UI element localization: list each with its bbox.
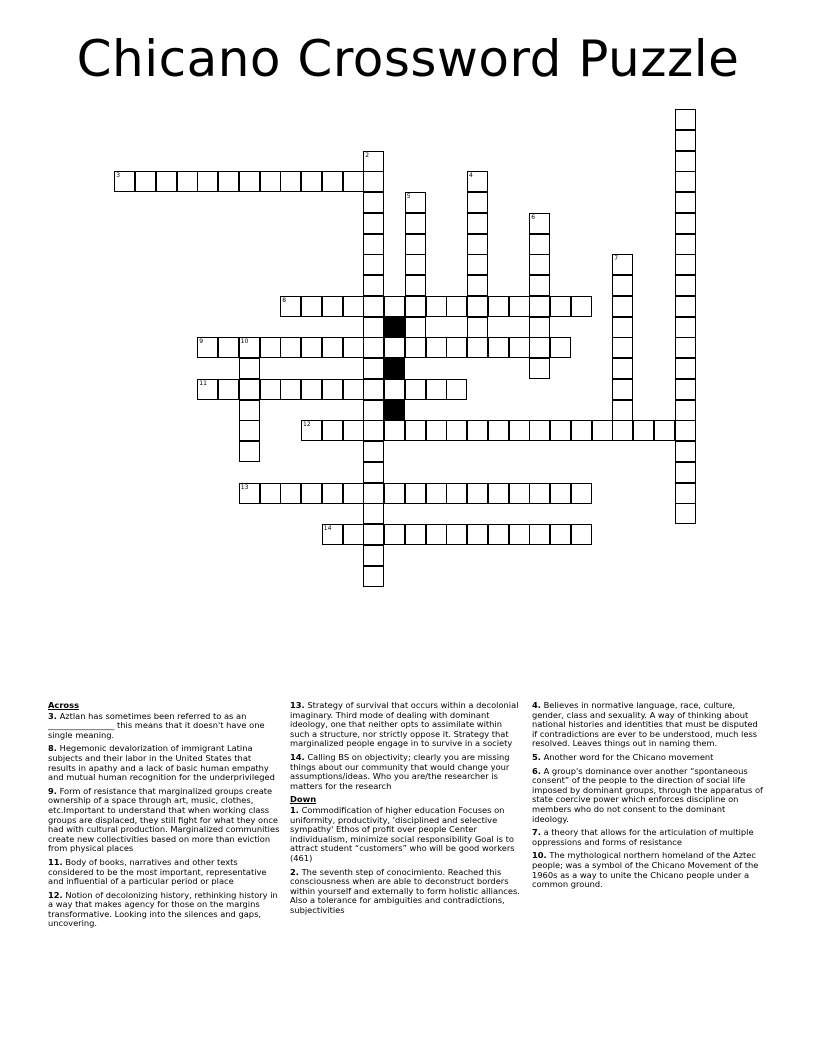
grid-cell[interactable]: [260, 171, 281, 192]
grid-cell[interactable]: [301, 337, 322, 358]
grid-cell[interactable]: [343, 524, 364, 545]
grid-cell[interactable]: [488, 420, 509, 441]
grid-cell[interactable]: [384, 379, 405, 400]
grid-cell[interactable]: [446, 379, 467, 400]
grid-cell[interactable]: [675, 462, 696, 483]
grid-cell[interactable]: [675, 234, 696, 255]
clue-down-4: [532, 701, 764, 749]
grid-cell[interactable]: [322, 524, 343, 545]
grid-cell[interactable]: [343, 483, 364, 504]
clue-number-label: 5: [406, 193, 411, 200]
grid-cell[interactable]: [467, 192, 488, 213]
grid-cell[interactable]: [509, 337, 530, 358]
grid-cell[interactable]: [384, 483, 405, 504]
grid-cell[interactable]: [239, 337, 260, 358]
grid-cell[interactable]: [405, 213, 426, 234]
grid-cell[interactable]: [363, 379, 384, 400]
grid-cell[interactable]: [405, 296, 426, 317]
grid-black-cell: [384, 400, 405, 421]
grid-cell[interactable]: [529, 234, 550, 255]
clue-number-label: 3: [116, 172, 121, 180]
clue-text: Commodification of higher education Focuses on uniformity, productivity, 'disciplined and selective sympathy' Ethos of profit over people Center individualism, minimize social responsibility Goal is to attract student “customers” who will be good workers (461): [290, 804, 515, 863]
grid-cell[interactable]: [322, 379, 343, 400]
grid-cell[interactable]: [280, 171, 301, 192]
grid-cell[interactable]: [509, 296, 530, 317]
grid-cell[interactable]: [405, 275, 426, 296]
grid-cell[interactable]: [550, 420, 571, 441]
grid-cell[interactable]: [239, 358, 260, 379]
grid-cell[interactable]: [322, 337, 343, 358]
grid-cell[interactable]: [343, 337, 364, 358]
grid-cell[interactable]: [675, 130, 696, 151]
grid-cell[interactable]: [675, 483, 696, 504]
grid-cell[interactable]: [571, 420, 592, 441]
grid-cell[interactable]: [571, 483, 592, 504]
grid-cell[interactable]: [571, 296, 592, 317]
grid-cell[interactable]: [363, 566, 384, 587]
grid-cell[interactable]: [197, 379, 218, 400]
grid-cell[interactable]: [426, 296, 447, 317]
clue-text: Hegemonic devalorization of immigrant Latina subjects and their labor in the United States that results in apathy and a lack of basic human empathy and mutual human recognition for the underprivileged: [48, 743, 275, 783]
grid-cell[interactable]: [301, 171, 322, 192]
grid-cell[interactable]: [675, 317, 696, 338]
clue-number-label: 6: [531, 213, 536, 221]
grid-cell[interactable]: [343, 420, 364, 441]
clue-number-label: 12: [303, 421, 311, 429]
grid-cell[interactable]: [612, 337, 633, 358]
grid-cell[interactable]: [239, 441, 260, 462]
grid-cell[interactable]: [488, 483, 509, 504]
grid-cell[interactable]: [363, 545, 384, 566]
grid-cell[interactable]: [405, 483, 426, 504]
grid-cell[interactable]: [405, 524, 426, 545]
grid-cell[interactable]: [426, 483, 447, 504]
clue-number: 4.: [532, 700, 541, 710]
grid-cell[interactable]: [529, 296, 550, 317]
grid-cell[interactable]: [612, 400, 633, 421]
grid-cell[interactable]: [280, 379, 301, 400]
clue-number: 2.: [290, 866, 299, 877]
grid-cell[interactable]: [197, 171, 218, 192]
grid-cell[interactable]: [280, 483, 301, 504]
clue-number: 9.: [48, 785, 57, 796]
grid-cell[interactable]: [197, 337, 218, 358]
grid-cell[interactable]: [446, 483, 467, 504]
clue-number-label: 8: [282, 296, 287, 304]
grid-cell[interactable]: [446, 524, 467, 545]
grid-cell[interactable]: [405, 420, 426, 441]
grid-cell[interactable]: [467, 483, 488, 504]
clue-number-label: 2: [365, 151, 370, 159]
grid-cell[interactable]: [529, 213, 550, 234]
grid-cell[interactable]: [239, 171, 260, 192]
grid-cell[interactable]: [488, 337, 509, 358]
clue-across-11: [48, 858, 280, 887]
grid-cell[interactable]: [550, 337, 571, 358]
grid-cell[interactable]: [612, 358, 633, 379]
clue-number: 1.: [290, 804, 299, 815]
clue-number: 8.: [48, 743, 57, 754]
grid-cell[interactable]: [612, 296, 633, 317]
grid-cell[interactable]: [633, 420, 654, 441]
clue-number: 14.: [290, 751, 305, 762]
grid-cell[interactable]: [467, 524, 488, 545]
grid-cell[interactable]: [343, 379, 364, 400]
grid-cell[interactable]: [322, 420, 343, 441]
clue-number-label: 10: [240, 338, 249, 346]
grid-cell[interactable]: [363, 296, 384, 317]
grid-cell[interactable]: [529, 337, 550, 358]
grid-cell[interactable]: [675, 296, 696, 317]
clue-number: 13.: [290, 700, 305, 710]
grid-cell[interactable]: [467, 234, 488, 255]
grid-cell[interactable]: [675, 337, 696, 358]
clue-text: The seventh step of conocimiento. Reached this consciousness when are able to deconstruct borders within yourself and externally to form holistic alliances. Also a tolerance for ambiguities and contradictions, subjectivities: [290, 866, 520, 915]
grid-cell[interactable]: [280, 296, 301, 317]
grid-cell[interactable]: [322, 171, 343, 192]
grid-cell[interactable]: [301, 420, 322, 441]
clue-text: A group's dominance over another “spontaneous consent” of the people to the direction of social life imposed by dominant groups, through the apparatus of state coercive power which enforces discipline on members who do not consent to the dominant ideology.: [532, 765, 763, 824]
clue-number: 7.: [532, 827, 541, 838]
grid-cell[interactable]: [405, 254, 426, 275]
grid-cell[interactable]: [405, 192, 426, 213]
grid-cell[interactable]: [260, 337, 281, 358]
grid-cell[interactable]: [467, 275, 488, 296]
grid-cell[interactable]: [675, 358, 696, 379]
clue-number-label: 13: [240, 483, 249, 491]
clue-across-12: [48, 891, 280, 929]
grid-cell[interactable]: [509, 483, 530, 504]
grid-cell[interactable]: [384, 420, 405, 441]
grid-cell[interactable]: [612, 317, 633, 338]
grid-cell[interactable]: [363, 524, 384, 545]
grid-cell[interactable]: [426, 524, 447, 545]
grid-cell[interactable]: [405, 234, 426, 255]
grid-cell[interactable]: [488, 296, 509, 317]
grid-cell[interactable]: [218, 337, 239, 358]
clue-text: The mythological northern homeland of the Aztec people; was a symbol of the Chicano Movement of the 1960s as a way to unite the Chicano people under a common ground.: [532, 850, 759, 890]
grid-cell[interactable]: [529, 317, 550, 338]
clue-number: 5.: [532, 751, 541, 762]
clue-across-13: [290, 701, 522, 749]
grid-cell[interactable]: [405, 337, 426, 358]
grid-cell[interactable]: [239, 379, 260, 400]
grid-cell[interactable]: [135, 171, 156, 192]
grid-cell[interactable]: [529, 420, 550, 441]
grid-cell[interactable]: [488, 524, 509, 545]
grid-cell[interactable]: [363, 420, 384, 441]
clue-number: 6.: [532, 765, 541, 776]
grid-cell[interactable]: [675, 275, 696, 296]
grid-black-cell: [384, 317, 405, 338]
grid-cell[interactable]: [260, 483, 281, 504]
grid-cell[interactable]: [343, 296, 364, 317]
clue-down-10: [532, 851, 764, 889]
grid-cell[interactable]: [363, 151, 384, 172]
clue-across-8: [48, 744, 280, 782]
clue-across-9: [48, 787, 280, 854]
grid-cell[interactable]: [177, 171, 198, 192]
clue-text: Strategy of survival that occurs within a decolonial imaginary. Third mode of dealing with dominant ideology, one that neither opts to assimilate within such a structure, nor strictly oppose it. Strategy that marginalized people engage in to survive in a society: [290, 700, 519, 749]
grid-cell[interactable]: [384, 524, 405, 545]
grid-cell[interactable]: [675, 254, 696, 275]
grid-cell[interactable]: [363, 503, 384, 524]
grid-cell[interactable]: [529, 275, 550, 296]
grid-cell[interactable]: [363, 462, 384, 483]
clues-column-1: [48, 701, 280, 933]
grid-cell[interactable]: [301, 296, 322, 317]
clue-number-label: 14: [323, 525, 332, 532]
grid-cell[interactable]: [612, 254, 633, 275]
puzzle-title: Chicano Crossword Puzzle: [76, 30, 740, 88]
grid-cell[interactable]: [218, 171, 239, 192]
grid-cell[interactable]: [322, 483, 343, 504]
grid-cell[interactable]: [612, 420, 633, 441]
grid-cell[interactable]: [363, 358, 384, 379]
clue-number-label: 4: [469, 172, 473, 180]
grid-cell[interactable]: [467, 337, 488, 358]
grid-cell[interactable]: [529, 254, 550, 275]
grid-cell[interactable]: [675, 503, 696, 524]
clue-text: Believes in normative language, race, culture, gender, class and sexuality. A way of thinking about national histories and identities that must be disputed if contradictions are ever to be understood, much less resolved. Leaves things out in naming them.: [532, 700, 758, 749]
clue-number: 11.: [48, 856, 63, 867]
grid-cell[interactable]: [467, 296, 488, 317]
grid-cell[interactable]: [550, 483, 571, 504]
clue-text: Form of resistance that marginalized groups create ownership of a space through art, music, clothes, etc.Important to understand that when working class groups are displaced, they still fight for what they once had with cultural production. Marginalized communities create new collectivities based on more than eviction from physical places: [48, 785, 280, 854]
clue-text: Body of books, narratives and other texts considered to be the most important, representative and influential of a particular period or place: [48, 856, 267, 887]
grid-cell[interactable]: [446, 420, 467, 441]
grid-cell[interactable]: [343, 171, 364, 192]
grid-cell[interactable]: [363, 317, 384, 338]
grid-cell[interactable]: [571, 524, 592, 545]
clue-down-1: [290, 806, 522, 864]
grid-cell[interactable]: [322, 296, 343, 317]
clue-across-14: [290, 753, 522, 791]
grid-cell[interactable]: [363, 171, 384, 192]
grid-cell[interactable]: [612, 379, 633, 400]
grid-cell[interactable]: [675, 379, 696, 400]
grid-cell[interactable]: [467, 213, 488, 234]
grid-cell[interactable]: [363, 254, 384, 275]
down-heading: Down: [290, 794, 317, 805]
clue-across-3: [48, 712, 280, 741]
grid-cell[interactable]: [612, 275, 633, 296]
grid-cell[interactable]: [156, 171, 177, 192]
grid-cell[interactable]: [467, 420, 488, 441]
grid-cell[interactable]: [363, 234, 384, 255]
grid-cell[interactable]: [509, 420, 530, 441]
clue-number: 10.: [532, 850, 547, 861]
grid-cell[interactable]: [426, 337, 447, 358]
clue-text: Calling BS on objectivity; clearly you are missing things about our community that would change your assumptions/ideas. Who you are/the researcher is matters for the research: [290, 751, 510, 791]
grid-cell[interactable]: [239, 400, 260, 421]
grid-cell[interactable]: [654, 420, 675, 441]
grid-cell[interactable]: [446, 337, 467, 358]
grid-cell[interactable]: [426, 379, 447, 400]
grid-cell[interactable]: [239, 420, 260, 441]
grid-cell[interactable]: [363, 483, 384, 504]
clue-down-2: [290, 868, 522, 916]
clue-text: Aztlan has sometimes been referred to as an ________________ this means that it doesn't have one single meaning.: [48, 710, 265, 740]
grid-cell[interactable]: [675, 151, 696, 172]
clues-column-3: [532, 701, 764, 894]
grid-cell[interactable]: [114, 171, 135, 192]
clue-number: 12.: [48, 889, 63, 900]
grid-cell[interactable]: [529, 524, 550, 545]
grid-cell[interactable]: [384, 337, 405, 358]
grid-cell[interactable]: [405, 379, 426, 400]
grid-cell[interactable]: [675, 420, 696, 441]
grid-cell[interactable]: [426, 420, 447, 441]
grid-cell[interactable]: [550, 524, 571, 545]
grid-cell[interactable]: [239, 483, 260, 504]
clue-number: 3.: [48, 710, 57, 721]
grid-cell[interactable]: [363, 192, 384, 213]
grid-cell[interactable]: [675, 400, 696, 421]
grid-cell[interactable]: [509, 524, 530, 545]
clue-down-7: [532, 828, 764, 847]
grid-cell[interactable]: [363, 213, 384, 234]
grid-cell[interactable]: [260, 379, 281, 400]
grid-cell[interactable]: [301, 483, 322, 504]
grid-cell[interactable]: [405, 317, 426, 338]
grid-cell[interactable]: [675, 441, 696, 462]
grid-cell[interactable]: [467, 171, 488, 192]
across-heading: Across: [48, 700, 80, 710]
clue-down-6: [532, 767, 764, 825]
clue-text: Notion of decolonizing history, rethinking history in a way that makes agency for those on the margins transformative. Looking into the silences and gaps, uncovering.: [48, 889, 278, 929]
clues-column-2: [290, 701, 522, 919]
grid-cell[interactable]: [218, 379, 239, 400]
clue-text: a theory that allows for the articulation of multiple oppressions and forms of resistance: [532, 827, 754, 847]
grid-cell[interactable]: [675, 171, 696, 192]
grid-cell[interactable]: [363, 441, 384, 462]
grid-cell[interactable]: [446, 296, 467, 317]
clue-down-5: [532, 753, 764, 763]
grid-black-cell: [384, 358, 405, 379]
grid-cell[interactable]: [529, 483, 550, 504]
grid-cell[interactable]: [592, 420, 613, 441]
grid-cell[interactable]: [363, 275, 384, 296]
clue-number-label: 11: [199, 379, 207, 387]
clue-text: Another word for the Chicano movement: [543, 751, 714, 762]
grid-cell[interactable]: [529, 358, 550, 379]
grid-cell[interactable]: [550, 296, 571, 317]
clue-number-label: 9: [199, 338, 204, 346]
grid-cell[interactable]: [363, 337, 384, 358]
grid-cell[interactable]: [675, 192, 696, 213]
grid-cell[interactable]: [675, 109, 696, 130]
grid-cell[interactable]: [467, 317, 488, 338]
grid-cell[interactable]: [363, 400, 384, 421]
grid-cell[interactable]: [675, 213, 696, 234]
grid-cell[interactable]: [280, 337, 301, 358]
clue-number-label: 7: [614, 255, 619, 263]
grid-cell[interactable]: [467, 254, 488, 275]
grid-cell[interactable]: [384, 296, 405, 317]
grid-cell[interactable]: [301, 379, 322, 400]
